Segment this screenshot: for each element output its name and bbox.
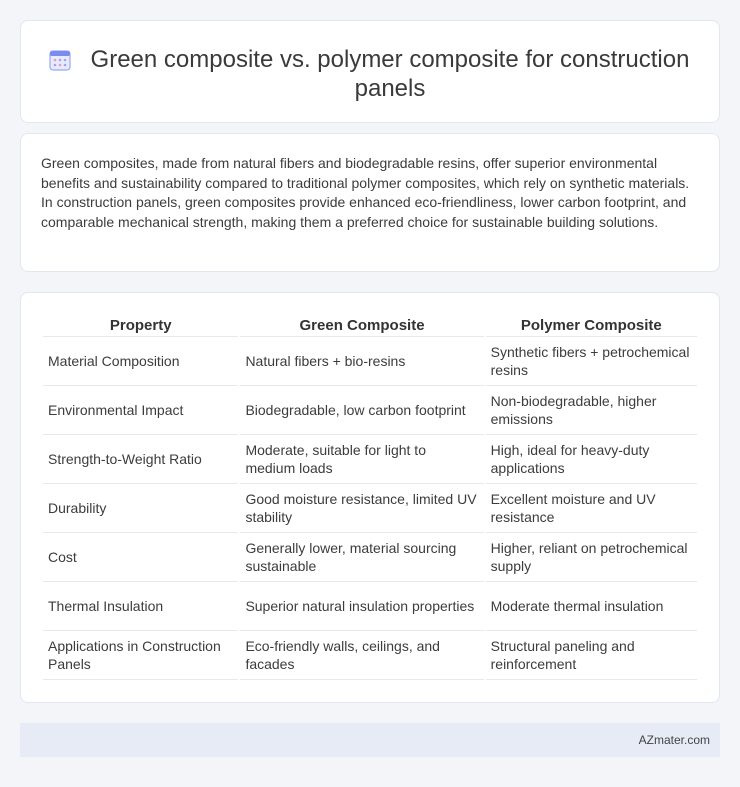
table-cell: Excellent moisture and UV resistance bbox=[486, 484, 697, 533]
table-row bbox=[43, 484, 697, 533]
table-cell: Generally lower, material sourcing sustainable bbox=[240, 533, 483, 582]
column-header-green-composite: Green Composite bbox=[240, 313, 483, 337]
table-cell: Material Composition bbox=[43, 337, 238, 386]
table-cell: Applications in Construction Panels bbox=[43, 631, 238, 680]
title-card bbox=[20, 20, 720, 123]
table-cell: Synthetic fibers + petrochemical resins bbox=[486, 337, 697, 386]
intro-paragraph: Green composites, made from natural fibers and biodegradable resins, offer superior environmental benefits and sustainability compared to traditional polymer composites, which rely on synthetic materials. In construction panels, green composites provide enhanced eco-friendliness, lower carbon footprint, and comparable mechanical strength, making them a preferred choice for sustainable building solutions. bbox=[41, 155, 690, 230]
table-row bbox=[43, 582, 697, 631]
table-cell: Biodegradable, low carbon footprint bbox=[240, 386, 483, 435]
table-cell: Eco-friendly walls, ceilings, and facades bbox=[240, 631, 483, 680]
table-cell: Higher, reliant on petrochemical supply bbox=[486, 533, 697, 582]
table-row bbox=[43, 386, 697, 435]
table-cell: Cost bbox=[43, 533, 238, 582]
comparison-table bbox=[41, 313, 699, 680]
table-cell: Good moisture resistance, limited UV stability bbox=[240, 484, 483, 533]
table-cell: Durability bbox=[43, 484, 238, 533]
table-cell: Non-biodegradable, higher emissions bbox=[486, 386, 697, 435]
table-header-row bbox=[43, 313, 697, 337]
table-row bbox=[43, 533, 697, 582]
footer-site-link[interactable]: AZmater.com bbox=[638, 733, 710, 747]
comparison-table-card bbox=[20, 292, 720, 703]
column-header-property: Property bbox=[43, 313, 238, 337]
table-cell: Moderate thermal insulation bbox=[486, 582, 697, 631]
column-header-polymer-composite: Polymer Composite bbox=[486, 313, 697, 337]
page-title: Green composite vs. polymer composite for construction panels bbox=[90, 46, 690, 102]
table-cell: Natural fibers + bio-resins bbox=[240, 337, 483, 386]
table-row bbox=[43, 435, 697, 484]
table-cell: High, ideal for heavy-duty applications bbox=[486, 435, 697, 484]
table-row bbox=[43, 631, 697, 680]
table-cell: Structural paneling and reinforcement bbox=[486, 631, 697, 680]
table-cell: Thermal Insulation bbox=[43, 582, 238, 631]
table-cell: Superior natural insulation properties bbox=[240, 582, 483, 631]
footer-bar bbox=[20, 723, 720, 757]
table-cell: Moderate, suitable for light to medium loads bbox=[240, 435, 483, 484]
table-cell: Environmental Impact bbox=[43, 386, 238, 435]
table-cell: Strength-to-Weight Ratio bbox=[43, 435, 238, 484]
intro-card bbox=[20, 133, 720, 272]
table-row bbox=[43, 337, 697, 386]
